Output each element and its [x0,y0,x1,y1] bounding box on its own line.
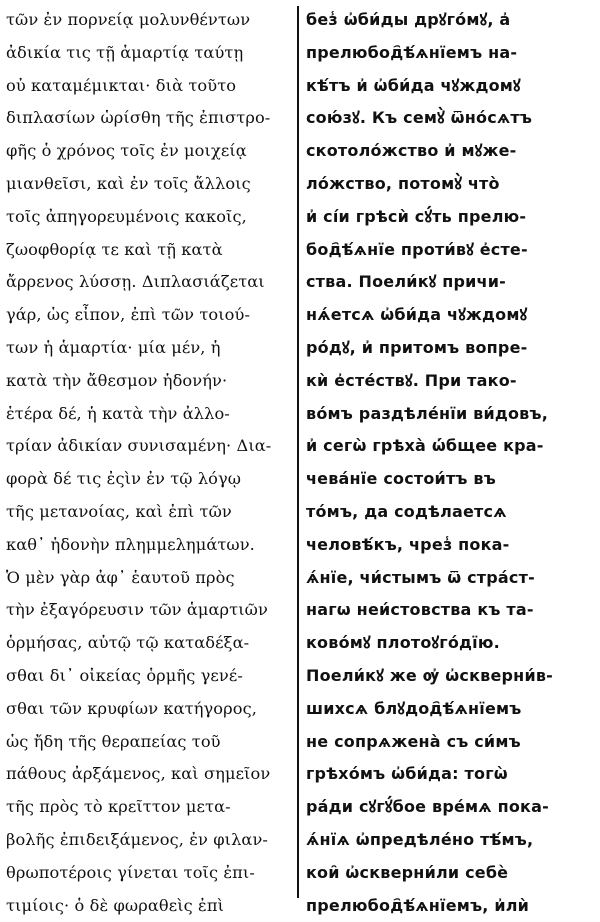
greek-text-line: γάρ, ὡς εἶπον, ἐπὶ τῶν τοιού- [6,305,251,325]
greek-text-line: τρίαν ἀδικίαν συνισαμένη· Δια- [6,436,272,456]
greek-text-line: οὐ καταμέμικται· διὰ τοῦτο [6,75,237,95]
slavonic-text-line: сою́зꙋ. Къ семꙋ̀ ѿно́сѧтъ [306,108,533,128]
greek-text-line: πάθους ἀρξάμενος, καὶ σημεῖον [6,764,271,784]
church-slavonic-text-column [306,4,590,922]
greek-text-line: Ὁ μὲν γὰρ ἀφ᾽ ἑαυτοῦ πρὸς [6,567,235,587]
column-divider [297,6,299,898]
greek-text-line: κατὰ τὴν ἄθεσμον ἡδονήν· [6,370,228,390]
slavonic-text-line: ства. Поели́кꙋ причи- [306,272,506,292]
greek-text-line: βολῆς ἐπιδειξάμενος, ἐν φιλαν- [6,829,268,849]
slavonic-text-line: грѣхо́мъ ѡ҆би́да: тогѡ̀ [306,764,508,784]
slavonic-text-line: прелюбод҄ѣ́ѧнїемъ, и҆лѝ [306,895,530,915]
greek-text-line: των ἡ ἁμαρτία· μία μέν, ἡ [6,337,221,357]
slavonic-text-line: скотоло́жство и҆ мꙋже- [306,141,517,161]
slavonic-text-line: человѣ́къ, чрез̾ пока- [306,534,510,554]
slavonic-text-line: ково́мꙋ плотоꙋго́дїю. [306,633,500,653]
slavonic-text-line: кѣ́тъ и҆ ѡ҆би́да чꙋждомꙋ [306,75,521,95]
slavonic-text-line: бод҄ѣ́ѧнїе проти́вꙋ е҆сте- [306,239,528,259]
slavonic-text-line: ра́ди сꙋгꙋ́бое вре́мѧ пока- [306,797,549,817]
greek-text-line: ὁρμήσας, αὐτῷ τῷ καταδέξα- [6,633,250,653]
greek-text-line: τιμίοις· ὁ δὲ φωραθεὶς ἐπὶ [6,895,225,915]
slavonic-text-line: ро́дꙋ, и҆ притомъ вопре- [306,337,528,357]
slavonic-text-line: ло́жство, потомꙋ̀ что̀ [306,173,500,193]
greek-text-line: τῆς μετανοίας, καὶ ἐπὶ τῶν [6,501,232,521]
slavonic-text-line: не сопрѧжена̀ съ си́мъ [306,731,521,751]
slavonic-text-line: чева́нїе состои́тъ въ [306,469,496,489]
slavonic-text-line: нагѡ неи́стовства къ та- [306,600,534,620]
greek-text-line: μιανθεῖσι, καὶ ἐν τοῖς ἄλλοις [6,173,251,193]
slavonic-text-line: прелюбод҄ѣ́ѧнїемъ на- [306,42,518,62]
slavonic-text-line: то́мъ, да содѣлаетсѧ [306,501,507,521]
slavonic-text-line: во́мъ раздѣле́нїи ви́довъ, [306,403,548,423]
greek-text-line: σθαι τῶν κρυφίων κατήγορος, [6,698,257,718]
greek-text-line: τὴν ἐξαγόρευσιν τῶν ἁμαρτιῶν [6,600,268,620]
greek-text-line: τῆς πρὸς τὸ κρεῖττον μετα- [6,797,231,817]
greek-text-line: ἀδικία τις τῇ ἁμαρτίᾳ ταύτῃ [6,42,244,62]
slavonic-text-line: нѧ́етсѧ ѡ҆би́да чꙋждомꙋ [306,305,528,325]
greek-text-line: φῆς ὁ χρόνος τοῖς ἐν μοιχείᾳ [6,141,247,161]
greek-text-line: σθαι δι᾽ οἰκείας ὁρμῆς γενέ- [6,665,243,685]
slavonic-text-line: кои̑ ѡ҆скверни́ли себѐ [306,862,509,882]
greek-text-line: τῶν ἐν πορνείᾳ μολυνθέντων [6,10,251,29]
greek-text-line: ὡς ἤδη τῆς θεραπείας τοῦ [6,731,221,751]
greek-text-line: φορὰ δέ τις ἐςὶν ἐν τῷ λόγῳ [6,469,242,489]
slavonic-text-line: ѧ́нїѧ ѡ҆предѣле́но тѣ́мъ, [306,829,534,849]
greek-text-line: ζωοφθορίᾳ τε καὶ τῇ κατὰ [6,239,223,259]
greek-text-line: θρωποτέροις γίνεται τοῖς ἐπι- [6,862,255,882]
slavonic-text-line: шихсѧ блꙋдод҄ѣ́ѧнїемъ [306,698,522,718]
greek-text-line: ἑτέρα δέ, ἡ κατὰ τὴν ἀλλο- [6,403,230,423]
slavonic-text-line: ѧ́нїе, чи́стымъ ѿ стра́ст- [306,567,535,587]
slavonic-text-line: без̾ ѡ҆би́ды дрꙋго́мꙋ, а҆ [306,10,511,29]
greek-text-line: καθ᾽ ἡδονὴν πλημμελημάτων. [6,534,255,554]
slavonic-text-line: и҆ сі́и грѣсѝ сꙋ́ть прелю- [306,206,527,226]
slavonic-text-line: Поели́кꙋ же ѹ҆ ѡ҆скверни́в- [306,665,554,685]
greek-text-column [6,4,288,922]
slavonic-text-line: кѝ е҆сте́ствꙋ. При тако- [306,370,517,390]
greek-text-line: διπλασίων ὡρίσθη τῆς ἐπιστρο- [6,108,271,128]
greek-text-line: τοῖς ἀπηγορευμένοις κακοῖς, [6,206,247,226]
greek-text-line: ἄρρενος λύσσῃ. Διπλασιάζεται [6,272,265,292]
slavonic-text-line: и҆ сегѡ̀ грѣха̀ ѡ҆́бщее кра- [306,436,544,456]
